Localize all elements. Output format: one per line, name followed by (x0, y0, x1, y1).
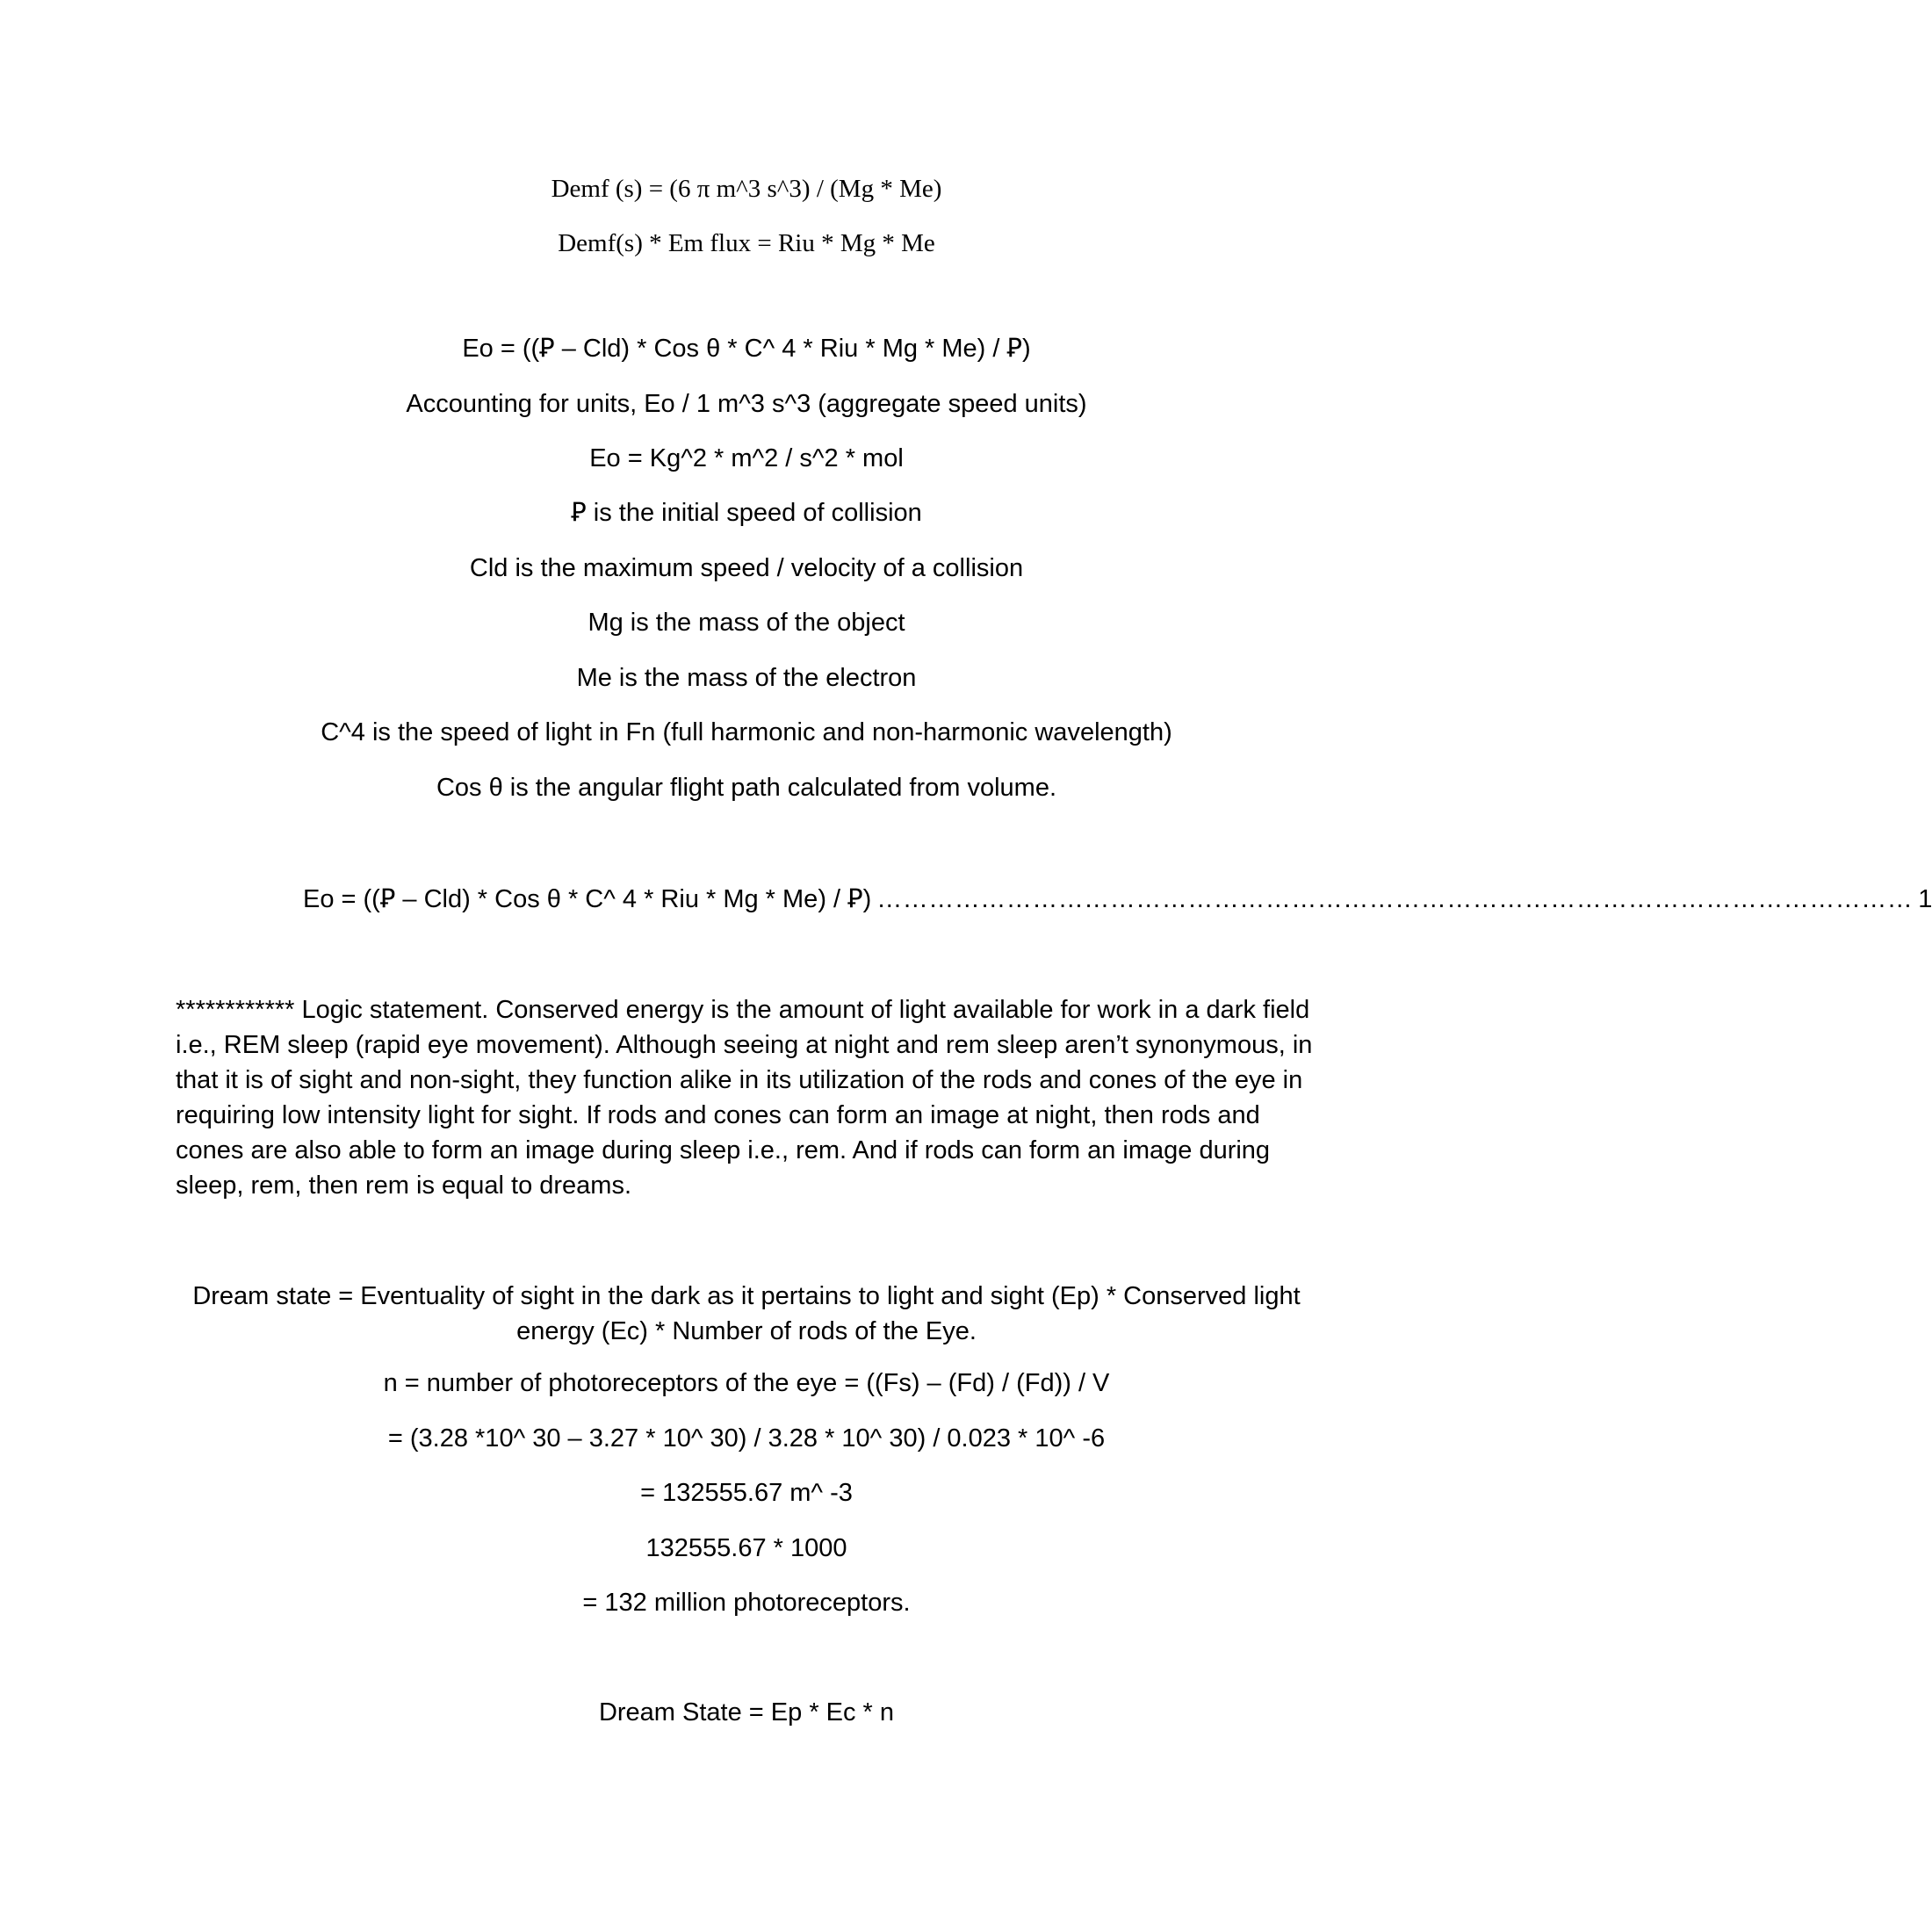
photoreceptor-formula: n = number of photoreceptors of the eye = ((Fs) – (Fd) / (Fd)) / V (383, 1369, 1110, 1397)
definition-mg: Mg is the mass of the object (588, 609, 905, 637)
dream-state-equation: Dream State = Ep * Ec * n (598, 1698, 895, 1727)
definition-cld: Cld is the maximum speed / velocity of a collision (469, 554, 1024, 582)
equation-number: 1 (1918, 885, 1932, 913)
photoreceptor-scaled: 132555.67 * 1000 (645, 1534, 847, 1562)
eo-units-result: Eo = Kg^2 * m^2 / s^2 * mol (589, 444, 904, 472)
demf-emflux-formula: Demf(s) * Em flux = Riu * Mg * Me (558, 229, 935, 257)
eo-formula: Eo = ((Ꝑ – Cld) * Cos θ * C^ 4 * Riu * Mg * Me) / Ꝑ) (462, 335, 1031, 363)
definition-initial-speed: Ꝑ is the initial speed of collision (571, 499, 922, 527)
definition-cos-theta: Cos θ is the angular flight path calculated from volume. (436, 774, 1057, 802)
photoreceptor-result: = 132555.67 m^ -3 (640, 1479, 853, 1507)
photoreceptor-substitution: = (3.28 *10^ 30 – 3.27 * 10^ 30) / 3.28 * 10^ 30) / 0.023 * 10^ -6 (387, 1424, 1106, 1453)
demf-formula: Demf (s) = (6 π m^3 s^3) / (Mg * Me) (551, 175, 942, 203)
eo-units-note: Accounting for units, Eo / 1 m^3 s^3 (aggregate speed units) (406, 390, 1087, 418)
dream-state-definition: Dream state = Eventuality of sight in the dark as it pertains to light and sight (Ep) * Conserved light energy (Ec) * Number of rods of the Eye. (192, 1282, 1301, 1345)
photoreceptor-final: = 132 million photoreceptors. (582, 1589, 911, 1617)
definition-c4: C^4 is the speed of light in Fn (full harmonic and non-harmonic wavelength) (321, 718, 1172, 746)
numbered-equation-text: Eo = ((Ꝑ – Cld) * Cos θ * C^ 4 * Riu * Mg * Me) / Ꝑ) (303, 885, 872, 913)
definition-me: Me is the mass of the electron (576, 664, 917, 692)
equation-leader-dots: ………………………………………………………………………………………………………… (876, 885, 1914, 913)
logic-statement-paragraph: ************ Logic statement. Conserved energy is the amount of light available for work in a dark field i.e., REM sleep (rapid eye movement). Although seeing at night and rem sleep aren’t synonymous, in that it is of sight and non-sight, they function alike in its utilization of the rods and cones of the eye in requiring low intensity light for sight. If rods and cones can form an image at night, then rods and cones are also able to form an image during sleep i.e., rem. And if rods can form an image during sleep, rem, then rem is equal to dreams. (176, 996, 1313, 1200)
numbered-equation-1 (303, 884, 1932, 915)
